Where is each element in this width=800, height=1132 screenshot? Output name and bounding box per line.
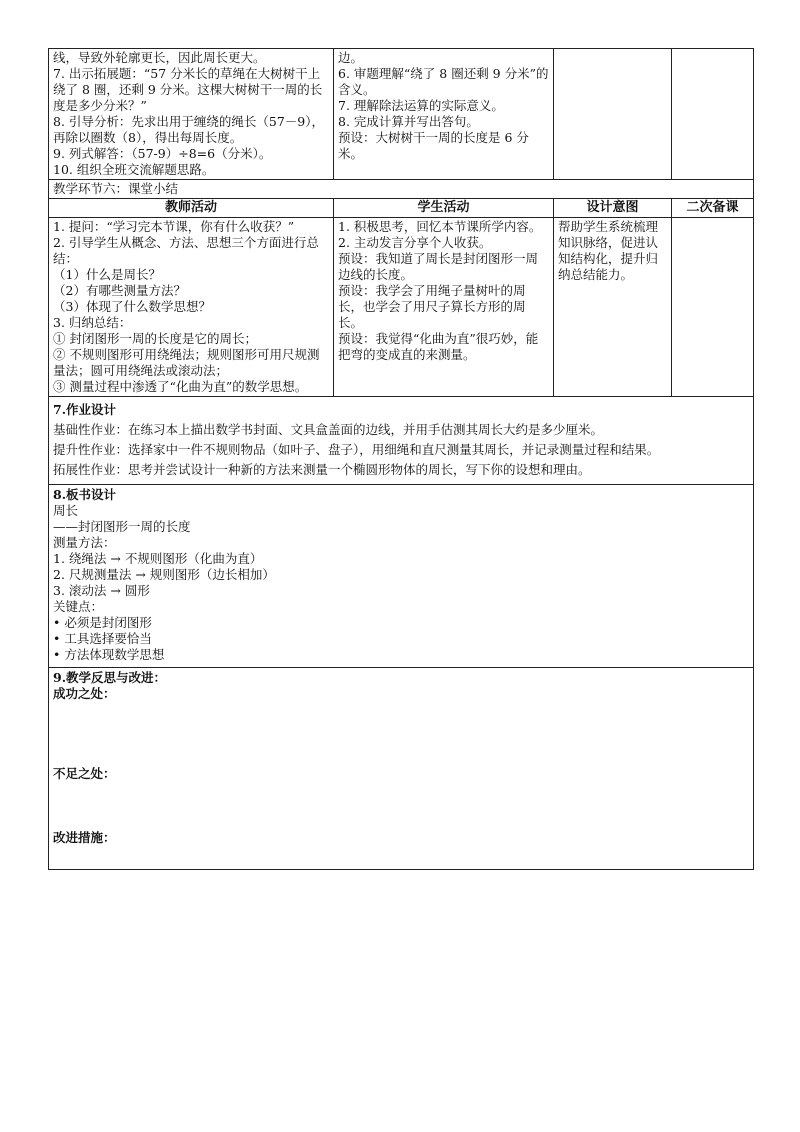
board-line: 3. 滚动法 → 圆形 xyxy=(53,583,150,598)
improvement-label: 改进措施： xyxy=(53,830,116,845)
header-teacher-activity: 教师活动 xyxy=(49,199,334,218)
board-line: 1. 绕绳法 → 不规则图形（化曲为直） xyxy=(53,551,263,566)
section7-row xyxy=(49,397,754,485)
student-line: 6. 审题理解“绕了 8 圈还剩 9 分米”的含义。 xyxy=(338,66,549,97)
student-line: 预设：我学会了用绳子量树叶的周长，也学会了用尺子算长方形的周长。 xyxy=(338,283,526,330)
header-second-prep: 二次备课 xyxy=(672,199,754,218)
teacher-line: ② 不规则图形可用绕绳法；规则图形可用尺规测量法；圆可用绕绳法或滚动法； xyxy=(53,347,320,378)
continuation-row xyxy=(49,49,754,180)
student-line: 预设：大树树干一周的长度是 6 分米。 xyxy=(338,130,529,161)
homework-design-cell xyxy=(49,397,754,485)
teacher-line: 9. 列式解答：（57-9）÷8=6（分米）。 xyxy=(53,146,272,161)
teacher-activity-cell xyxy=(49,49,334,180)
board-line: 测量方法： xyxy=(53,535,116,550)
section8-row xyxy=(49,485,754,668)
section8-title: 8.板书设计 xyxy=(53,487,117,502)
student-line: 2. 主动发言分享个人收获。 xyxy=(338,235,492,250)
teacher-line: （1）什么是周长？ xyxy=(53,267,161,282)
student-line: 7. 理解除法运算的实际意义。 xyxy=(338,98,504,113)
student-line: 预设：我知道了周长是封闭图形一周边线的长度。 xyxy=(338,251,539,282)
teacher-line: （2）有哪些测量方法？ xyxy=(53,283,186,298)
teacher-activity-cell xyxy=(49,218,334,397)
board-line: • 方法体现数学思想 xyxy=(53,647,165,662)
board-line: 2. 尺规测量法 → 规则图形（边长相加） xyxy=(53,567,275,582)
board-line: 关键点： xyxy=(53,599,104,614)
section7-title: 7.作业设计 xyxy=(53,402,117,417)
teacher-line: 7. 出示拓展题：“57 分米长的草绳在大树树干上绕了 8 圈，还剩 9 分米。这棵大树树干一周的长度是多少分米？” xyxy=(53,66,323,113)
second-prep-cell xyxy=(672,49,754,180)
section6-title-row xyxy=(49,180,754,199)
teacher-line: ③ 测量过程中渗透了“化曲为直”的数学思想。 xyxy=(53,379,308,394)
teacher-line: 线，导致外轮廓更长，因此周长更大。 xyxy=(53,50,266,65)
student-line: 8. 完成计算并写出答句。 xyxy=(338,114,479,129)
second-prep-cell xyxy=(672,218,754,397)
board-design-cell xyxy=(49,485,754,668)
section6-header-row xyxy=(49,199,754,218)
homework-extended: 拓展性作业：思考并尝试设计一种新的方法来测量一个椭圆形物体的周长，写下你的设想和理由。 xyxy=(53,462,591,477)
homework-advanced: 提升性作业：选择家中一件不规则物品（如叶子、盘子），用细绳和直尺测量其周长，并记录测量过程和结果。 xyxy=(53,442,660,457)
design-intent-text: 帮助学生系统梳理知识脉络，促进认知结构化，提升归纳总结能力。 xyxy=(558,219,659,282)
reflection-cell xyxy=(49,668,754,870)
board-line: ——封闭图形一周的长度 xyxy=(53,519,191,534)
header-student-activity: 学生活动 xyxy=(334,199,554,218)
board-line: 周长 xyxy=(53,503,79,518)
section9-row xyxy=(49,668,754,870)
homework-basic: 基础性作业：在练习本上描出数学书封面、文具盒盖面的边线，并用手估测其周长大约是多少厘米。 xyxy=(53,422,604,437)
shortcoming-label: 不足之处： xyxy=(53,766,116,781)
header-design-intent: 设计意图 xyxy=(554,199,672,218)
lesson-plan-table xyxy=(48,48,754,870)
section9-title: 9.教学反思与改进： xyxy=(53,670,167,685)
design-intent-cell xyxy=(554,49,672,180)
section6-title: 教学环节六：课堂小结 xyxy=(49,180,754,199)
teacher-line: 3. 归纳总结： xyxy=(53,315,132,330)
student-line: 边。 xyxy=(338,50,364,65)
teacher-line: ① 封闭图形一周的长度是它的周长； xyxy=(53,331,257,346)
teacher-line: 1. 提问：“学习完本节课，你有什么收获？” xyxy=(53,219,295,234)
success-label: 成功之处： xyxy=(53,686,116,701)
student-activity-cell xyxy=(334,49,554,180)
student-line: 1. 积极思考，回忆本节课所学内容。 xyxy=(338,219,542,234)
teacher-line: 2. 引导学生从概念、方法、思想三个方面进行总结： xyxy=(53,235,319,266)
student-line: 预设：我觉得“化曲为直”很巧妙，能把弯的变成直的来测量。 xyxy=(338,331,539,362)
teacher-line: 10. 组织全班交流解题思路。 xyxy=(53,162,215,177)
section6-content-row xyxy=(49,218,754,397)
teacher-line: （3）体现了什么数学思想？ xyxy=(53,299,211,314)
student-activity-cell xyxy=(334,218,554,397)
board-line: • 必须是封闭图形 xyxy=(53,615,152,630)
teacher-line: 8. 引导分析：先求出用于缠绕的绳长（57－9），再除以圈数（8），得出每周长度。 xyxy=(53,114,325,145)
board-line: • 工具选择要恰当 xyxy=(53,631,152,646)
design-intent-cell xyxy=(554,218,672,397)
